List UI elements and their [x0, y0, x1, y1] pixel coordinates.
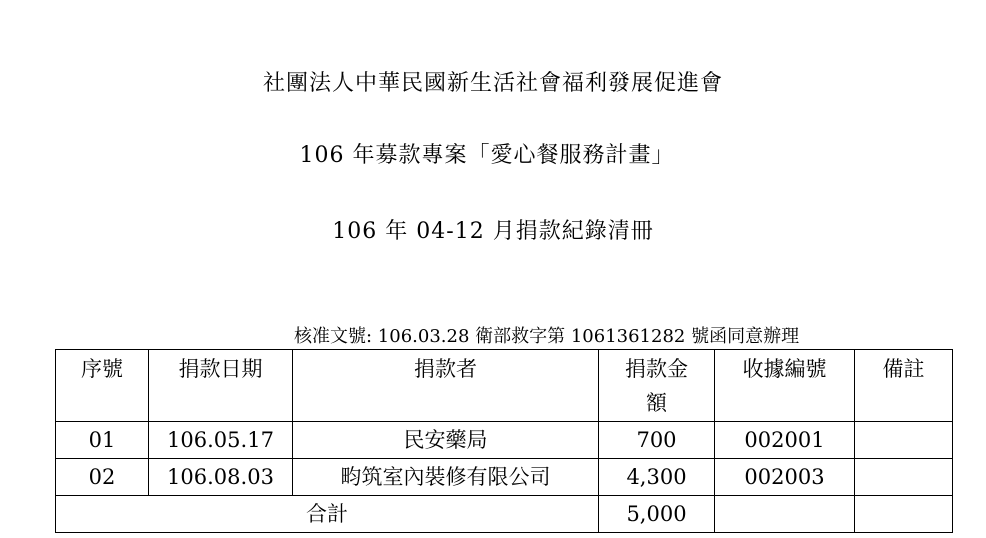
table-row — [56, 422, 953, 459]
total-receipt-empty — [715, 496, 855, 533]
project-title: 106 年募款專案「愛心餐服務計畫」 — [299, 143, 675, 168]
table-row — [56, 459, 953, 496]
cell-donor: 畇筑室內裝修有限公司 — [293, 459, 599, 496]
column-header-amount — [599, 350, 715, 422]
column-header-remarks: 備註 — [855, 350, 953, 422]
cell-seq: 02 — [56, 459, 149, 496]
record-title: 106 年 04-12 月捐款紀錄清冊 — [332, 219, 654, 244]
cell-remarks — [855, 459, 953, 496]
approval-note: 核准文號: 106.03.28 衛部救字第 1061361282 號函同意辦理 — [294, 326, 800, 347]
donation-table — [55, 349, 953, 533]
cell-date: 106.05.17 — [149, 422, 293, 459]
column-header-donor: 捐款者 — [293, 350, 599, 422]
cell-amount: 4,300 — [599, 459, 715, 496]
cell-date: 106.08.03 — [149, 459, 293, 496]
column-header-receipt: 收據編號 — [715, 350, 855, 422]
total-amount: 5,000 — [599, 496, 715, 533]
total-remarks-empty — [855, 496, 953, 533]
cell-receipt: 002001 — [715, 422, 855, 459]
column-header-amount-line2: 額 — [646, 391, 667, 415]
cell-amount: 700 — [599, 422, 715, 459]
column-header-seq: 序號 — [56, 350, 149, 422]
column-header-date: 捐款日期 — [149, 350, 293, 422]
total-label: 合計 — [56, 496, 599, 533]
organization-title: 社團法人中華民國新生活社會福利發展促進會 — [262, 71, 723, 96]
cell-donor: 民安藥局 — [293, 422, 599, 459]
cell-seq: 01 — [56, 422, 149, 459]
total-row — [56, 496, 953, 533]
cell-remarks — [855, 422, 953, 459]
table-header-row — [56, 350, 953, 422]
column-header-amount-line1: 捐款金 — [625, 357, 688, 381]
cell-receipt: 002003 — [715, 459, 855, 496]
